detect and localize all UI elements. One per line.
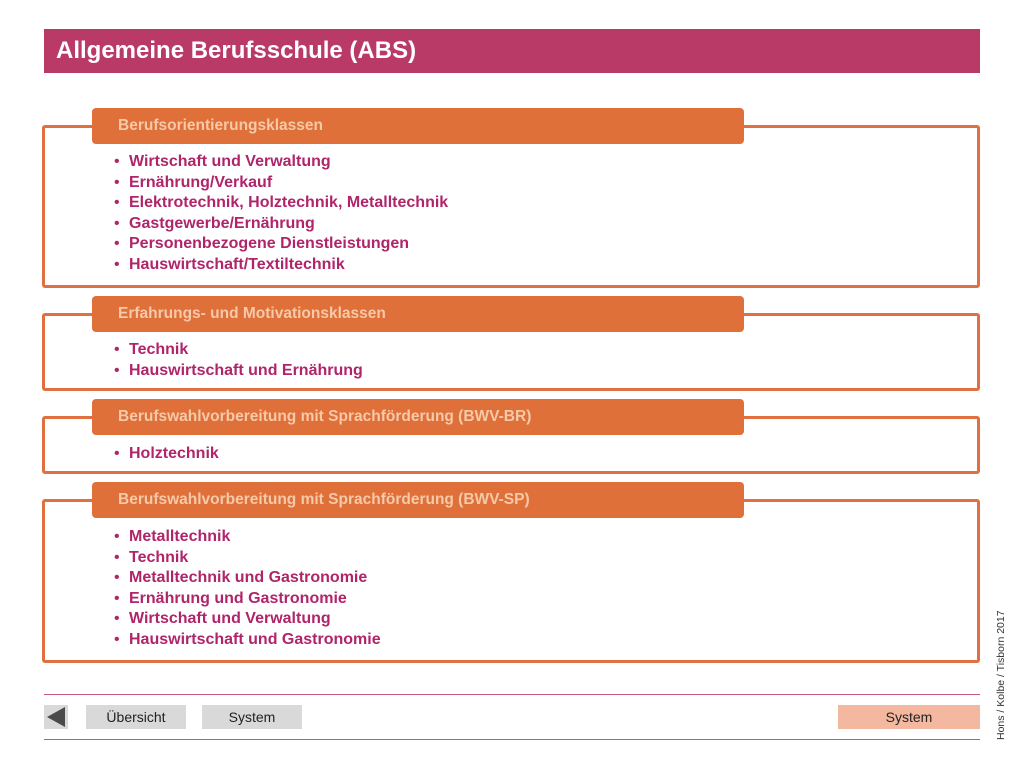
section-list-bwv-sp <box>114 527 381 651</box>
section-header-label: Berufswahlvorbereitung mit Sprachförderung (BWV-BR) <box>118 408 532 425</box>
system-right-button[interactable] <box>838 705 980 729</box>
section-header-label: Berufsorientierungsklassen <box>118 117 324 134</box>
bullet-icon: • <box>114 445 120 462</box>
page-title: Allgemeine Berufsschule (ABS) <box>56 37 417 64</box>
footer-divider-top <box>44 694 980 695</box>
list-item: • Wirtschaft und Verwaltung <box>114 152 448 173</box>
bullet-icon: • <box>114 341 120 358</box>
list-item: • Technik <box>114 548 381 569</box>
list-item: • Ernährung/Verkauf <box>114 173 448 194</box>
list-item: • Hauswirtschaft/Textiltechnik <box>114 255 448 276</box>
title-bar <box>44 29 980 73</box>
triangle-left-icon <box>47 707 65 727</box>
bullet-icon: • <box>114 610 120 628</box>
system-right-label: System <box>885 709 933 725</box>
section-header-label: Erfahrungs- und Motivationsklassen <box>118 305 386 322</box>
bullet-icon: • <box>114 589 120 607</box>
section-list-erfahrung <box>114 340 363 381</box>
list-item: • Holztechnik <box>114 444 219 465</box>
bullet-icon: • <box>114 235 120 253</box>
section-list-berufsorientierung <box>114 152 448 276</box>
bullet-icon: • <box>114 548 120 566</box>
list-item: • Gastgewerbe/Ernährung <box>114 214 448 235</box>
back-button[interactable] <box>44 705 68 729</box>
section-header-label: Berufswahlvorbereitung mit Sprachförderung (BWV-SP) <box>118 491 530 508</box>
list-item: • Hauswirtschaft und Ernährung <box>114 361 363 382</box>
bullet-icon: • <box>114 173 120 191</box>
bullet-icon: • <box>114 214 120 232</box>
bullet-icon: • <box>114 361 120 379</box>
overview-button[interactable] <box>86 705 186 729</box>
list-item: • Hauswirtschaft und Gastronomie <box>114 630 381 651</box>
bullet-icon: • <box>114 630 120 648</box>
section-header-bwv-br <box>92 399 744 435</box>
list-item: • Metalltechnik und Gastronomie <box>114 568 381 589</box>
footer-divider-bottom <box>44 739 980 740</box>
list-item: • Wirtschaft und Verwaltung <box>114 609 381 630</box>
section-list-bwv-br <box>114 444 219 465</box>
list-item: • Elektrotechnik, Holztechnik, Metalltechnik <box>114 193 448 214</box>
credit-text: Hons / Kolbe / Tisborn 2017 <box>995 610 1007 740</box>
section-header-berufsorientierung <box>92 108 744 144</box>
bullet-icon: • <box>114 153 120 170</box>
bullet-icon: • <box>114 255 120 273</box>
list-item: • Technik <box>114 340 363 361</box>
section-header-bwv-sp <box>92 482 744 518</box>
overview-label: Übersicht <box>106 709 166 725</box>
bullet-icon: • <box>114 194 120 212</box>
list-item: • Personenbezogene Dienstleistungen <box>114 234 448 255</box>
system-button[interactable] <box>202 705 302 729</box>
section-header-erfahrung <box>92 296 744 332</box>
system-label: System <box>228 709 276 725</box>
list-item: • Ernährung und Gastronomie <box>114 589 381 610</box>
bullet-icon: • <box>114 569 120 587</box>
bullet-icon: • <box>114 528 120 545</box>
list-item: • Metalltechnik <box>114 527 381 548</box>
